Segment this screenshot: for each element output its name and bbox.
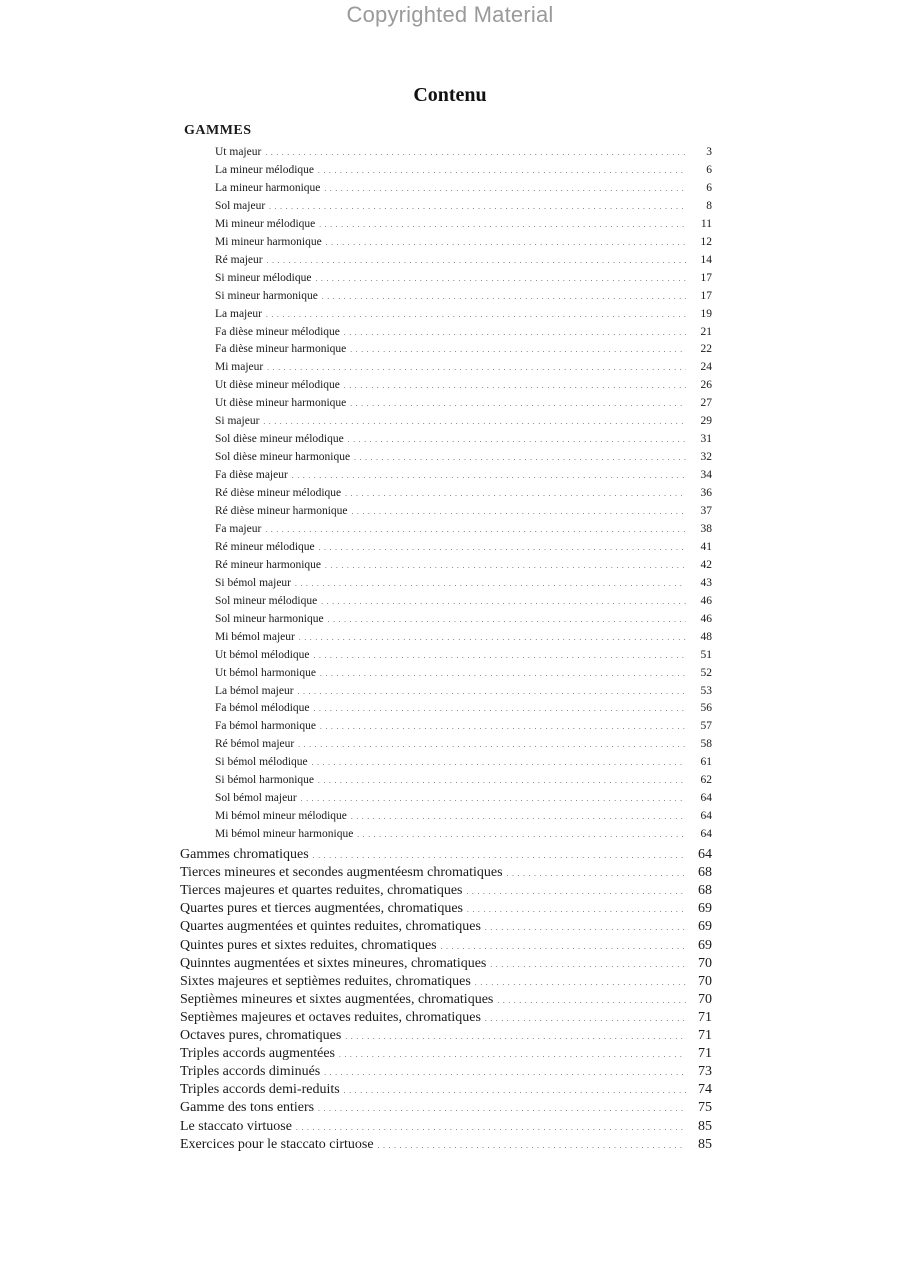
dot-leader <box>345 1028 686 1044</box>
toc-entry <box>215 523 712 541</box>
toc-entry-label: Ut dièse mineur harmonique <box>215 397 347 410</box>
toc-entry-page: 22 <box>700 343 712 356</box>
dot-leader <box>357 828 686 840</box>
toc-entry <box>180 974 712 992</box>
toc-entry-page: 73 <box>698 1064 712 1080</box>
dot-leader <box>350 343 686 355</box>
toc-entry <box>180 938 712 956</box>
toc-entry <box>215 254 712 272</box>
dot-leader <box>292 469 686 481</box>
toc-entry <box>215 828 712 846</box>
toc-entry <box>215 361 712 379</box>
toc-entry <box>180 1010 712 1028</box>
toc-entry-label: Ut bémol harmonique <box>215 666 316 679</box>
toc-entry-label: Si bémol harmonique <box>215 774 315 787</box>
dot-leader <box>467 901 686 917</box>
toc-entry-page: 46 <box>700 612 712 625</box>
toc-entry-page: 19 <box>700 307 712 320</box>
toc-entry-page: 70 <box>698 973 712 989</box>
toc-entry-page: 70 <box>698 955 712 971</box>
toc-entry <box>180 901 712 919</box>
toc-entry <box>215 308 712 326</box>
toc-entry-page: 64 <box>698 847 712 862</box>
toc-entry-page: 42 <box>700 558 712 571</box>
toc-entry-label: Si mineur harmonique <box>215 289 318 302</box>
dot-leader <box>318 774 686 786</box>
dot-leader <box>339 1046 686 1062</box>
toc-entry-label: Triples accords demi-reduits <box>180 1082 340 1098</box>
toc-entry-page: 58 <box>700 738 712 751</box>
toc-entry <box>215 667 712 685</box>
toc-entry <box>215 236 712 254</box>
toc-entry-label: Ut bémol mélodique <box>215 648 310 661</box>
toc-entry-label: Le staccato virtuose <box>180 1118 292 1134</box>
toc-entry-label: La majeur <box>215 307 262 320</box>
toc-entry-label: Gammes chromatiques <box>180 847 309 862</box>
toc-entry-label: Ut dièse mineur mélodique <box>215 379 340 392</box>
toc-entry-page: 3 <box>706 146 712 158</box>
toc-entry <box>180 1137 712 1155</box>
toc-entry-label: Mi bémol mineur harmonique <box>215 828 354 841</box>
toc-entry-page: 32 <box>700 451 712 464</box>
dot-leader <box>320 720 686 732</box>
toc-entry-page: 24 <box>700 361 712 374</box>
toc-entry-label: La mineur mélodique <box>215 163 314 176</box>
toc-entry <box>180 1064 712 1082</box>
toc-entry-label: Gamme des tons entiers <box>180 1100 315 1116</box>
toc-entry <box>180 956 712 974</box>
dot-leader <box>298 685 686 697</box>
toc-entry-page: 85 <box>698 1136 712 1152</box>
toc-entry <box>215 290 712 308</box>
dot-leader <box>344 326 686 338</box>
toc-entry-page: 34 <box>700 469 712 482</box>
toc-entry <box>215 397 712 415</box>
dot-leader <box>296 1119 686 1135</box>
toc-entry-label: Quinntes augmentées et sixtes mineures, chromatiques <box>180 955 487 971</box>
toc-entry <box>180 883 712 901</box>
toc-entry-label: Ré mineur harmonique <box>215 558 322 571</box>
dot-leader <box>314 649 686 661</box>
dot-leader <box>344 379 686 391</box>
toc-entry <box>215 702 712 720</box>
toc-entry-label: Fa bémol harmonique <box>215 720 316 733</box>
toc-entry-page: 8 <box>706 199 712 212</box>
page-title: Contenu <box>413 84 487 106</box>
toc-entry <box>215 810 712 828</box>
toc-entry-label: Sol dièse mineur mélodique <box>215 433 344 446</box>
toc-entry-page: 17 <box>700 271 712 284</box>
dot-leader <box>348 433 686 445</box>
toc-entry-page: 85 <box>698 1118 712 1134</box>
dot-leader <box>467 883 686 899</box>
toc-entry <box>180 847 712 865</box>
toc-entry-page: 21 <box>700 325 712 338</box>
dot-leader <box>312 756 686 768</box>
dot-leader <box>263 415 686 427</box>
toc-entry-page: 53 <box>700 684 712 697</box>
toc-entry-label: Sol bémol majeur <box>215 792 297 805</box>
toc-entry <box>215 433 712 451</box>
toc-entry-label: Fa dièse mineur harmonique <box>215 343 347 356</box>
dot-leader <box>319 218 686 230</box>
toc-entry <box>215 200 712 218</box>
dot-leader <box>324 182 686 194</box>
toc-entry <box>215 182 712 200</box>
dot-leader <box>378 1137 686 1153</box>
dot-leader <box>313 847 686 863</box>
toc-entry <box>215 649 712 667</box>
dot-leader <box>354 451 686 463</box>
dot-leader <box>267 254 686 266</box>
toc-entry <box>215 326 712 344</box>
toc-entry-label: Si bémol mélodique <box>215 756 308 769</box>
toc-entry-label: Mi bémol majeur <box>215 630 295 643</box>
toc-entry-label: Sol dièse mineur harmonique <box>215 451 351 464</box>
toc-entry <box>215 720 712 738</box>
toc-entry-page: 6 <box>706 163 712 176</box>
toc-entry <box>180 1046 712 1064</box>
toc-entry-label: La bémol majeur <box>215 684 294 697</box>
toc-entry <box>180 1082 712 1100</box>
toc-entry-label: La mineur harmonique <box>215 181 321 194</box>
dot-leader <box>320 667 686 679</box>
toc-entry-label: Fa dièse mineur mélodique <box>215 325 340 338</box>
toc-entry <box>180 919 712 937</box>
toc-entry-page: 62 <box>700 774 712 787</box>
dot-leader <box>298 738 686 750</box>
toc-entry <box>180 1119 712 1137</box>
toc-entry-page: 52 <box>700 666 712 679</box>
toc-entry-page: 68 <box>698 883 712 899</box>
dot-leader <box>319 541 686 553</box>
dot-leader <box>328 613 686 625</box>
toc-entry-page: 69 <box>698 901 712 917</box>
toc-entry <box>215 164 712 182</box>
toc-entry-label: Mi mineur harmonique <box>215 235 322 248</box>
toc-entry-page: 69 <box>698 937 712 953</box>
toc-entry <box>215 559 712 577</box>
toc-entry-label: Ré dièse mineur harmonique <box>215 505 348 517</box>
toc-entry <box>215 631 712 649</box>
toc-entry <box>215 613 712 631</box>
toc-entry-label: Fa bémol mélodique <box>215 702 310 715</box>
toc-entry <box>215 469 712 487</box>
toc-entry <box>215 272 712 290</box>
toc-entry-page: 64 <box>700 792 712 805</box>
toc-entry-label: Fa dièse majeur <box>215 469 288 482</box>
dot-leader <box>314 702 686 714</box>
toc-entry-label: Quintes pures et sixtes reduites, chromatiques <box>180 937 437 953</box>
toc-entry <box>215 792 712 810</box>
toc-entry-page: 51 <box>700 648 712 661</box>
toc-entry-page: 6 <box>706 181 712 194</box>
dot-leader <box>507 865 686 881</box>
toc-entry <box>180 865 712 883</box>
toc-entry-page: 69 <box>698 919 712 935</box>
toc-entry-label: Si mineur mélodique <box>215 271 312 284</box>
dot-leader <box>321 595 686 607</box>
toc-entry-label: Si majeur <box>215 415 260 428</box>
toc-entry <box>180 992 712 1010</box>
toc-entry <box>215 146 712 164</box>
toc-entry-label: Ré bémol majeur <box>215 738 295 751</box>
toc-entry-page: 31 <box>700 433 712 446</box>
toc-entry-label: Mi bémol mineur mélodique <box>215 810 347 823</box>
toc-entry-page: 61 <box>700 756 712 769</box>
dot-leader <box>269 200 686 212</box>
dot-leader <box>318 164 686 176</box>
toc-entry-label: Octaves pures, chromatiques <box>180 1028 342 1043</box>
toc-entry-page: 48 <box>700 630 712 643</box>
dot-leader <box>475 974 686 990</box>
toc-entry-label: Mi majeur <box>215 361 264 374</box>
watermark: Copyrighted Material <box>346 2 554 27</box>
toc-entry <box>215 218 712 236</box>
toc-entry-page: 71 <box>698 1028 712 1043</box>
dot-leader <box>326 236 686 248</box>
toc-entry-page: 75 <box>698 1100 712 1116</box>
toc-entry <box>215 685 712 703</box>
toc-entry <box>215 505 712 523</box>
toc-entry-page: 38 <box>700 522 712 535</box>
toc-entry-page: 29 <box>700 415 712 428</box>
dot-leader <box>267 361 686 373</box>
toc-entry-label: Quartes pures et tierces augmentées, chromatiques <box>180 901 464 917</box>
toc-entry-page: 70 <box>698 991 712 1007</box>
toc-entry-label: Ré majeur <box>215 253 263 266</box>
toc-entry-label: Septièmes mineures et sixtes augmentées, chromatiques <box>180 991 494 1007</box>
dot-leader <box>266 308 686 320</box>
toc-entry-label: Sol mineur mélodique <box>215 594 318 607</box>
dot-leader <box>295 577 686 589</box>
toc-entry-page: 36 <box>700 487 712 500</box>
toc-entry-page: 57 <box>700 720 712 733</box>
toc-entry-page: 37 <box>700 505 712 517</box>
toc-entry-label: Exercices pour le staccato cirtuose <box>180 1136 374 1152</box>
toc-entry-page: 71 <box>698 1009 712 1025</box>
toc-entry-page: 43 <box>700 576 712 589</box>
toc-entry-label: Tierces mineures et secondes augmentéesm chromatiques <box>180 865 503 881</box>
toc-entry-label: Tierces majeures et quartes reduites, chromatiques <box>180 883 463 899</box>
dot-leader <box>325 559 686 571</box>
dot-leader <box>299 631 686 643</box>
toc-entry-page: 64 <box>700 828 712 841</box>
dot-leader <box>351 810 686 822</box>
toc-entry-label: Ré dièse mineur mélodique <box>215 487 342 500</box>
toc-entry-page: 14 <box>700 253 712 266</box>
toc-entry-page: 46 <box>700 594 712 607</box>
toc-entry <box>215 379 712 397</box>
toc-entry-label: Quartes augmentées et quintes reduites, chromatiques <box>180 919 481 935</box>
toc-entry-page: 41 <box>700 540 712 553</box>
toc-entry <box>215 343 712 361</box>
toc-entry-label: Septièmes majeures et octaves reduites, chromatiques <box>180 1009 481 1025</box>
toc-entry-label: Si bémol majeur <box>215 576 292 589</box>
toc-entry-label: Sixtes majeures et septièmes reduites, chromatiques <box>180 973 471 989</box>
toc-entry-page: 64 <box>700 810 712 823</box>
toc-entry-page: 11 <box>700 217 712 230</box>
toc-entry <box>215 487 712 505</box>
toc-entry-page: 27 <box>700 397 712 410</box>
dot-leader <box>345 487 686 499</box>
dot-leader <box>265 523 686 535</box>
dot-leader <box>324 1064 686 1080</box>
toc-entry <box>215 577 712 595</box>
dot-leader <box>301 792 686 804</box>
dot-leader <box>318 1100 686 1116</box>
toc-entry-label: Fa majeur <box>215 522 262 535</box>
dot-leader <box>497 992 686 1008</box>
toc-entry-page: 26 <box>700 379 712 392</box>
toc-entry-page: 56 <box>700 702 712 715</box>
toc-entry-label: Triples accords diminués <box>180 1064 321 1080</box>
toc-entry-label: Ut majeur <box>215 146 262 158</box>
section-heading-gammes: GAMMES <box>184 123 252 138</box>
dot-leader <box>441 938 686 954</box>
dot-leader <box>352 505 686 517</box>
toc-entry <box>215 451 712 469</box>
dot-leader <box>485 1010 686 1026</box>
toc-entry <box>215 738 712 756</box>
toc-entry <box>215 415 712 433</box>
toc-entry-label: Ré mineur mélodique <box>215 540 315 553</box>
dot-leader <box>490 956 686 972</box>
toc-entry-label: Sol majeur <box>215 199 266 212</box>
dot-leader <box>344 1082 686 1098</box>
dot-leader <box>350 397 686 409</box>
dot-leader <box>322 290 686 302</box>
toc-entry <box>215 774 712 792</box>
toc-entry <box>180 1100 712 1118</box>
toc-entry-label: Mi mineur mélodique <box>215 217 316 230</box>
dot-leader <box>265 146 686 158</box>
toc-entry <box>215 756 712 774</box>
toc-entry-label: Sol mineur harmonique <box>215 612 324 625</box>
toc-entry <box>215 595 712 613</box>
toc-entry-label: Triples accords augmentées <box>180 1046 335 1062</box>
toc-entry <box>215 541 712 559</box>
toc-entry-page: 68 <box>698 865 712 881</box>
toc-entry-page: 17 <box>700 289 712 302</box>
toc-entry-page: 12 <box>700 235 712 248</box>
dot-leader <box>485 919 686 935</box>
toc-entry-page: 71 <box>698 1046 712 1062</box>
toc-entry-page: 74 <box>698 1082 712 1098</box>
toc-entry <box>180 1028 712 1046</box>
dot-leader <box>315 272 686 284</box>
